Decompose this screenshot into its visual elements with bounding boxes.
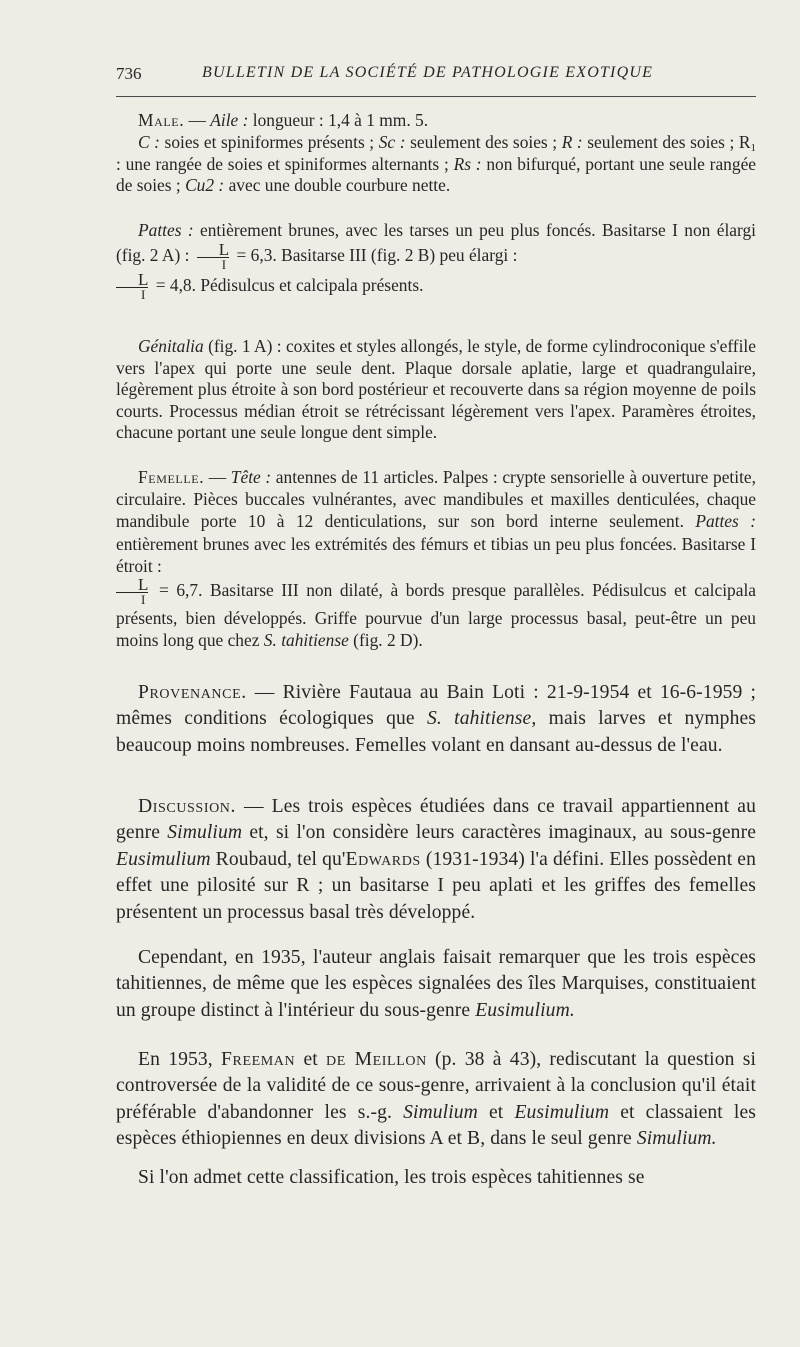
discussion-text: En 1953, <box>138 1049 222 1070</box>
dash: — <box>184 110 211 130</box>
genus-name: Simulium. <box>636 1128 717 1150</box>
fraction-denominator: I <box>116 287 148 302</box>
genus-name: Simulium <box>167 822 243 844</box>
r1-subscript: 1 <box>750 142 756 154</box>
aile-label: Aile : <box>210 110 249 130</box>
cu2-text: avec une double courbure nette. <box>224 175 451 196</box>
r1-text: : une rangée de soies et spiniformes alternants ; <box>116 153 454 174</box>
discussion-text: et, si l'on considère leurs caractères imaginaux, au sous-genre <box>242 822 756 844</box>
male-pattes-label: Pattes : <box>138 220 194 240</box>
tete-text: antennes de 11 articles. Palpes : crypte sensorielle à ouverture petite, circulaire. Pièces buccales vulnérantes, avec mandibules et maxilles denticulées, chaque mandibule porte 10 à 12 denticulations, sur son bord interne seulement. <box>116 467 756 532</box>
discussion-text: Cependant, en 1935, l'auteur anglais faisait remarquer que les trois espèces tahitiennes, de même que les espèces signalées des îles Marquises, constituaient un groupe distinct à l'intérieur du sous-genre <box>116 947 756 1021</box>
rs-label: Rs : <box>453 153 482 174</box>
r-label: R : <box>561 132 583 152</box>
rs-text: non bifurqué, portant une seule rangée de soies ; <box>116 153 757 196</box>
subgenus-name: Eusimulium <box>116 848 211 870</box>
dash: — <box>236 796 272 817</box>
sc-label: Sc : <box>378 132 406 152</box>
genus-name: Simulium <box>403 1101 478 1123</box>
male-legs-paragraph <box>116 218 756 302</box>
discussion-text: Les trois espèces étudiées dans ce travail appartiennent au genre <box>116 796 756 844</box>
subgenus-name: Eusimulium. <box>475 999 575 1021</box>
female-pattes-label: Pattes : <box>695 511 756 532</box>
author-name: de Meillon <box>326 1049 427 1070</box>
c-text: soies et spiniformes présents ; <box>159 132 379 152</box>
r-text: seulement des soies ; R <box>582 132 751 152</box>
discussion-text: et <box>477 1101 515 1123</box>
aile-text: longueur : 1,4 à 1 mm. 5. <box>248 110 429 130</box>
female-pattes-text-2: = 6,7. Basitarse III non dilaté, à bords presque parallèles. Pédisulcus et calcipala présents, bien développés. Griffe pourvue d'un large processus basal, peut-être un peu moins long que chez <box>116 580 756 651</box>
female-pattes-text-3: (fig. 2 D). <box>348 630 423 651</box>
discussion-paragraph-1 <box>116 794 756 926</box>
provenance-paragraph <box>116 680 756 759</box>
ratio-fraction <box>197 242 229 272</box>
sc-text: seulement des soies ; <box>405 132 562 152</box>
discussion-label: Discussion. <box>138 796 236 817</box>
ratio-fraction <box>116 272 148 302</box>
tete-label: Tête : <box>230 467 272 487</box>
fraction-numerator: L <box>138 575 149 595</box>
male-wing-paragraph <box>116 110 756 132</box>
discussion-paragraph-2 <box>116 945 756 1024</box>
male-venation-paragraph <box>116 132 756 197</box>
subgenus-name: Eusimulium <box>514 1101 610 1123</box>
provenance-text-1: Rivière Fautaua au Bain Loti : 21-9-1954 et 16-6-1959 ; mêmes conditions écologiques que <box>116 682 757 730</box>
discussion-text: et classaient les espèces éthiopiennes en deux divisions A et B, dans le seul genre <box>116 1101 756 1150</box>
male-pattes-text-2: = 6,3. Basitarse III (fig. 2 B) peu élargi : <box>232 245 518 265</box>
author-name: Freeman <box>221 1049 296 1070</box>
species-name: S. tahitiense <box>263 630 349 651</box>
fraction-numerator: L <box>138 270 149 289</box>
discussion-text: et <box>295 1049 327 1070</box>
discussion-paragraph-3 <box>116 1047 756 1153</box>
male-genitalia-paragraph <box>116 336 756 444</box>
male-pattes-text-3: = 4,8. Pédisulcus et calcipala présents. <box>151 275 424 295</box>
discussion-text: Si l'on admet cette classification, les trois espèces tahitiennes se <box>138 1167 645 1188</box>
fraction-denominator: I <box>116 592 148 607</box>
genitalia-label: Génitalia <box>138 336 204 356</box>
ratio-fraction <box>116 577 148 607</box>
female-paragraph <box>116 466 756 651</box>
male-label: Male. <box>138 110 185 130</box>
fraction-denominator: I <box>197 257 229 272</box>
discussion-text: (1931-1934) l'a défini. Elles possèdent en effet une pilosité sur R ; un basitarse I peu aplati et les griffes des femelles présentent un processus basal très développé. <box>116 848 756 923</box>
header-rule <box>116 96 756 97</box>
genitalia-text: (fig. 1 A) : coxites et styles allongés, le style, de forme cylindroconique s'effile vers l'apex qui porte une seule dent. Plaque dorsale aplatie, large et quadrangulaire, légèrement plus étroite à son bord postérieur et recouverte dans sa région moyenne de poils courts. Processus médian étroit se rétrécissant légèrement vers l'apex. Paramères étroites, chacune portant une seule longue dent simple. <box>116 336 756 443</box>
dash: — <box>246 682 283 703</box>
female-pattes-text-1: entièrement brunes avec les extrémités des fémurs et tibias un peu plus foncées. Basitarse I étroit : <box>116 533 756 576</box>
running-title: BULLETIN DE LA SOCIÉTÉ DE PATHOLOGIE EXOTIQUE <box>202 64 654 81</box>
male-pattes-text-1: entièrement brunes, avec les tarses un peu plus foncés. Basitarse I non élargi (fig. 2 A) : <box>116 220 756 265</box>
page-header <box>116 64 756 90</box>
female-label: Femelle. <box>138 467 205 487</box>
discussion-text: (p. 38 à 43), rediscutant la question si controversée de la validité de ce sous-genre, arrivaient à la conclusion qu'il était préférable d'abandonner les s.-g. <box>116 1049 756 1123</box>
fraction-numerator: L <box>218 240 230 259</box>
c-label: C : <box>138 132 160 152</box>
discussion-paragraph-4 <box>116 1165 756 1191</box>
cu2-label: Cu2 : <box>185 175 225 196</box>
provenance-text-2: , mais larves et nymphes beaucoup moins nombreuses. Femelles volant en dansant au-dessus de l'eau. <box>116 708 756 756</box>
page-number: 736 <box>116 64 142 83</box>
dash: — <box>204 467 231 487</box>
author-name: Edwards <box>345 848 421 870</box>
discussion-text: Roubaud, tel qu' <box>210 848 346 870</box>
provenance-label: Provenance. <box>138 682 247 703</box>
species-name: S. tahitiense <box>426 708 532 730</box>
